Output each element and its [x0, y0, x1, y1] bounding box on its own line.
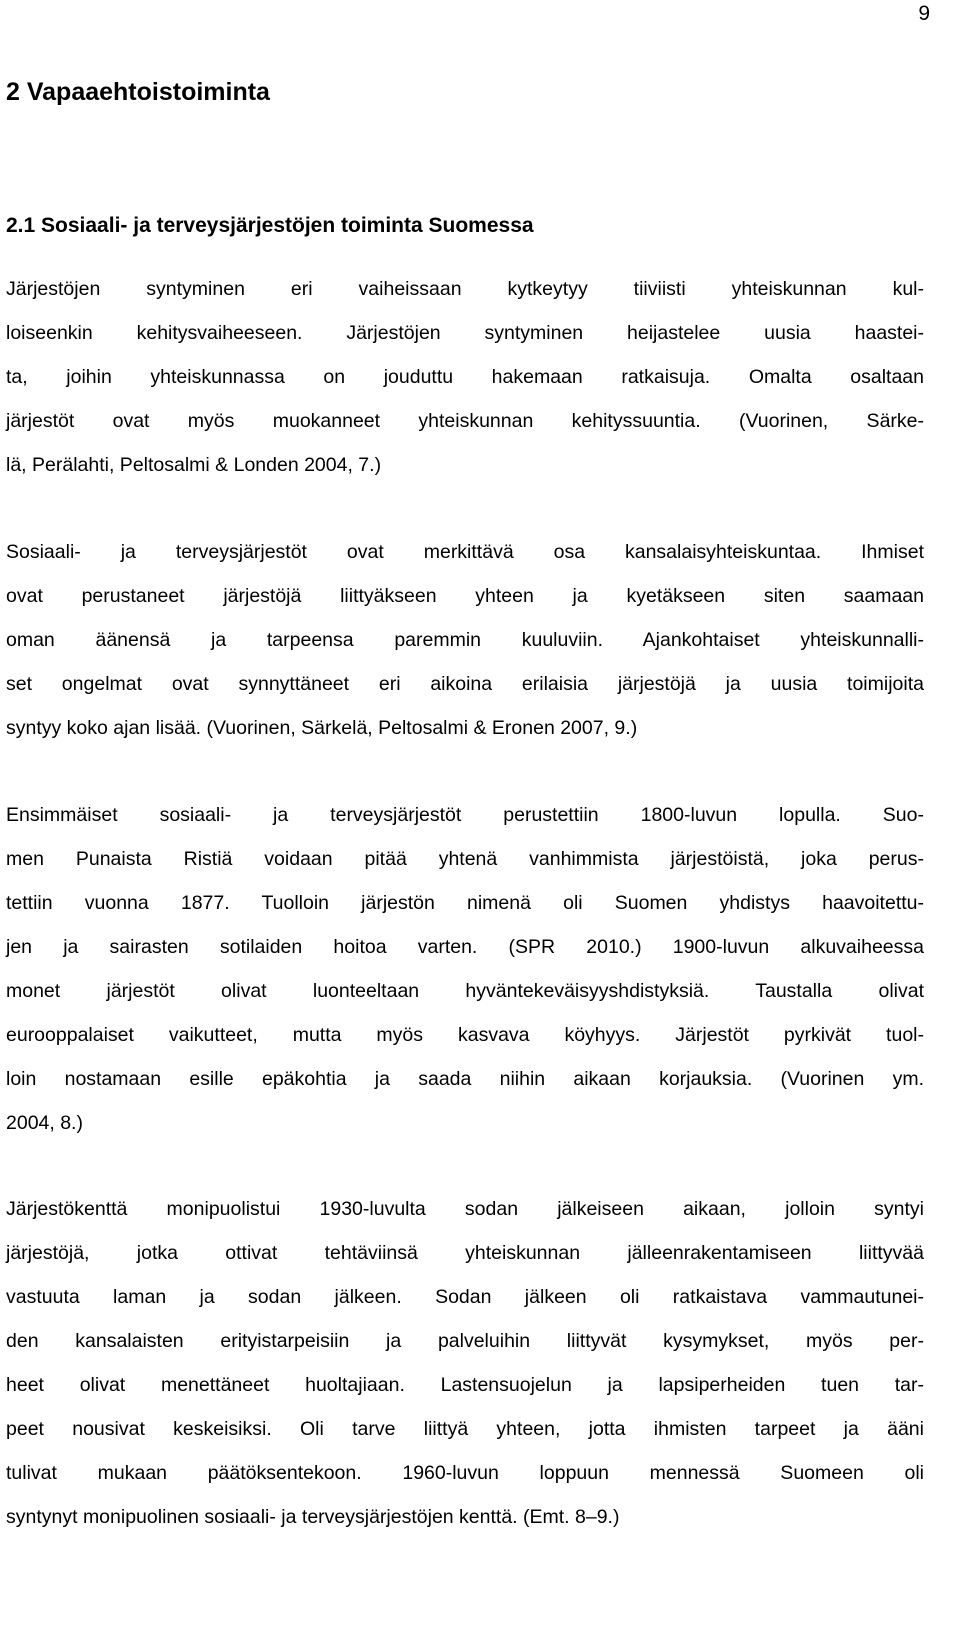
section-heading: 2.1 Sosiaali- ja terveysjärjestöjen toiminta Suomessa: [6, 214, 534, 237]
text-line: monet järjestöt olivat luonteeltaan hyväntekeväisyyshdistyksiä. Taustalla olivat: [6, 980, 924, 1002]
text-line: vastuuta laman ja sodan jälkeen. Sodan jälkeen oli ratkaistava vammautunei-: [6, 1286, 924, 1308]
text-line: men Punaista Ristiä voidaan pitää yhtenä vanhimmista järjestöistä, joka perus-: [6, 848, 924, 870]
text-line: heet olivat menettäneet huoltajiaan. Lastensuojelun ja lapsiperheiden tuen tar-: [6, 1374, 924, 1396]
text-line: syntyy koko ajan lisää. (Vuorinen, Särkelä, Peltosalmi & Eronen 2007, 9.): [6, 717, 638, 739]
text-line: Järjestöjen syntyminen eri vaiheissaan kytkeytyy tiiviisti yhteiskunnan kul-: [6, 278, 924, 300]
chapter-heading: 2 Vapaaehtoistoiminta: [6, 78, 270, 106]
text-line: ovat perustaneet järjestöjä liittyäkseen yhteen ja kyetäkseen siten saamaan: [6, 585, 924, 607]
text-line: järjestöt ovat myös muokanneet yhteiskunnan kehityssuuntia. (Vuorinen, Särke-: [6, 410, 924, 432]
text-line: den kansalaisten erityistarpeisiin ja palveluihin liittyvät kysymykset, myös per-: [6, 1330, 924, 1352]
text-line: tettiin vuonna 1877. Tuolloin järjestön nimenä oli Suomen yhdistys haavoitettu-: [6, 892, 924, 914]
text-line: lä, Perälahti, Peltosalmi & Londen 2004, 7.): [6, 454, 382, 476]
text-line: jen ja sairasten sotilaiden hoitoa varten. (SPR 2010.) 1900-luvun alkuvaiheessa: [6, 936, 924, 958]
text-line: loin nostamaan esille epäkohtia ja saada niihin aikaan korjauksia. (Vuorinen ym.: [6, 1068, 924, 1090]
text-line: oman äänensä ja tarpeensa paremmin kuuluviin. Ajankohtaiset yhteiskunnalli-: [6, 629, 924, 651]
text-line: loiseenkin kehitysvaiheeseen. Järjestöjen syntyminen heijastelee uusia haastei-: [6, 322, 924, 344]
text-line: Sosiaali- ja terveysjärjestöt ovat merkittävä osa kansalaisyhteiskuntaa. Ihmiset: [6, 541, 924, 563]
text-line: set ongelmat ovat synnyttäneet eri aikoina erilaisia järjestöjä ja uusia toimijoita: [6, 673, 924, 695]
text-line: Ensimmäiset sosiaali- ja terveysjärjestöt perustettiin 1800-luvun lopulla. Suo-: [6, 804, 924, 826]
text-line: tulivat mukaan päätöksentekoon. 1960-luvun loppuun mennessä Suomeen oli: [6, 1462, 924, 1484]
page-number: 9: [918, 2, 930, 25]
text-line: ta, joihin yhteiskunnassa on jouduttu hakemaan ratkaisuja. Omalta osaltaan: [6, 366, 924, 388]
text-line: 2004, 8.): [6, 1112, 83, 1134]
text-line: Järjestökenttä monipuolistui 1930-luvulta sodan jälkeiseen aikaan, jolloin syntyi: [6, 1198, 924, 1220]
text-line: syntynyt monipuolinen sosiaali- ja terveysjärjestöjen kenttä. (Emt. 8–9.): [6, 1506, 620, 1528]
text-line: peet nousivat keskeisiksi. Oli tarve liittyä yhteen, jotta ihmisten tarpeet ja ääni: [6, 1418, 924, 1440]
text-line: eurooppalaiset vaikutteet, mutta myös kasvava köyhyys. Järjestöt pyrkivät tuol-: [6, 1024, 924, 1046]
text-line: järjestöjä, jotka ottivat tehtäviinsä yhteiskunnan jälleenrakentamiseen liittyvää: [6, 1242, 924, 1264]
